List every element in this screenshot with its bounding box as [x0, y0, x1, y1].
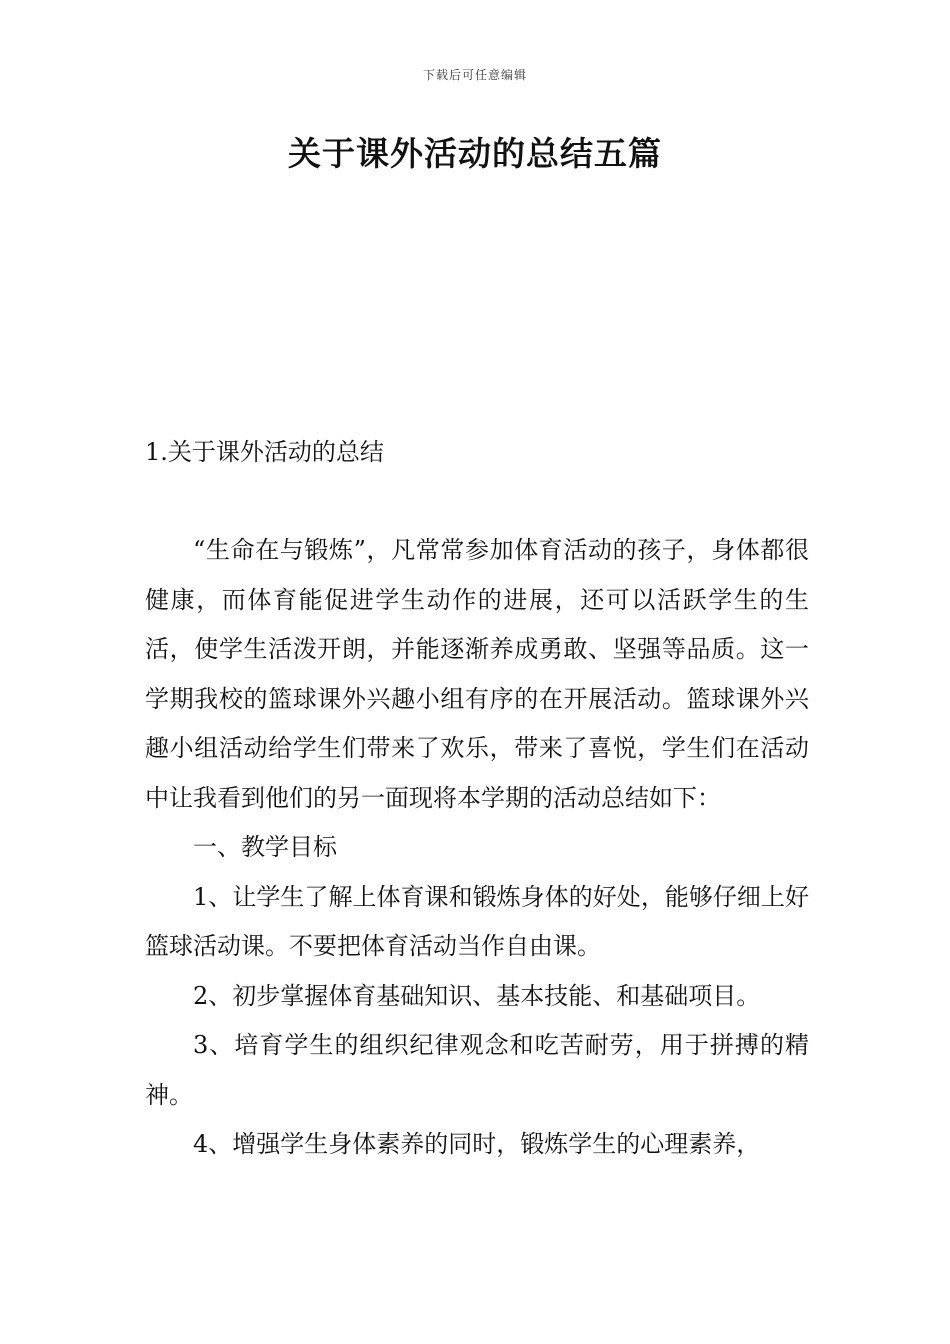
- document-title: 关于课外活动的总结五篇: [288, 134, 662, 173]
- goal-item-3: 3、培育学生的组织纪律观念和吃苦耐劳，用于拼搏的精神。: [145, 1031, 809, 1109]
- goal-item-4: 4、增强学生身体素养的同时，锻炼学生的心理素养，: [193, 1130, 761, 1158]
- body-text: [145, 526, 809, 1170]
- intro-paragraph: “生命在与锻炼”，凡常常参加体育活动的孩子，身体都很健康，而体育能促进学生动作的进展，还可以活跃学生的生活，使学生活泼开朗，并能逐渐养成勇敢、坚强等品质。这一学期我校的篮球课外兴趣小组有序的在开展活动。篮球课外兴趣小组活动给学生们带来了欢乐，带来了喜悦，学生们在活动中让我看到他们的另一面现将本学期的活动总结如下：: [145, 536, 809, 812]
- goal-item-1: 1、让学生了解上体育课和锻炼身体的好处，能够仔细上好篮球活动课。不要把体育活动当作自由课。: [145, 882, 809, 960]
- subheading-teaching-goals: 一、教学目标: [193, 833, 337, 861]
- goal-item-2: 2、初步掌握体育基础知识、基本技能、和基础项目。: [193, 981, 761, 1010]
- header-note: 下载后可任意编辑: [422, 68, 527, 82]
- section-heading: 1.关于课外活动的总结: [145, 438, 384, 466]
